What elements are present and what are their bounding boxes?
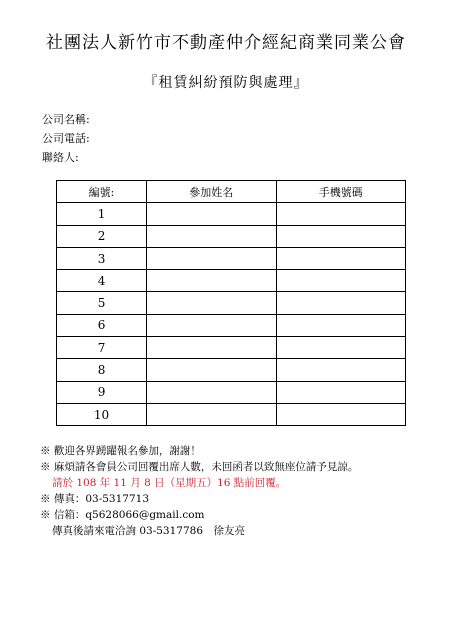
fax-number: ※ 傳真：03-5317713 <box>40 493 150 505</box>
row-number: 10 <box>57 403 147 425</box>
rsvp-note: ※ 麻煩請各會員公司回覆出席人數，未回函者以致無座位請予見諒。 <box>40 461 359 473</box>
table-row <box>57 225 406 247</box>
phone-cell <box>276 203 406 225</box>
table-row <box>57 292 406 314</box>
row-number: 9 <box>57 381 147 403</box>
document-title: 社團法人新竹市不動產仲介經紀商業同業公會 <box>46 33 406 53</box>
name-cell <box>147 381 276 403</box>
row-number: 2 <box>57 225 147 247</box>
table-row <box>57 247 406 269</box>
header-participant-name: 參加姓名 <box>147 181 276 203</box>
name-cell <box>147 359 276 381</box>
phone-cell <box>276 292 406 314</box>
table-header-row <box>57 181 406 203</box>
name-cell <box>147 225 276 247</box>
table-row <box>57 403 406 425</box>
header-number: 編號: <box>57 181 147 203</box>
name-cell <box>147 403 276 425</box>
phone-cell <box>276 225 406 247</box>
table-row <box>57 337 406 359</box>
row-number: 8 <box>57 359 147 381</box>
signup-table <box>56 180 406 426</box>
phone-cell <box>276 270 406 292</box>
name-cell <box>147 247 276 269</box>
name-cell <box>147 203 276 225</box>
phone-cell <box>276 403 406 425</box>
phone-cell <box>276 337 406 359</box>
header-mobile-number: 手機號碼 <box>276 181 406 203</box>
rsvp-deadline: 請於 108 年 11 月 8 日（星期五）16 點前回覆。 <box>52 477 287 489</box>
name-cell <box>147 270 276 292</box>
table-row <box>57 270 406 292</box>
phone-cell <box>276 381 406 403</box>
table-row <box>57 314 406 336</box>
row-number: 1 <box>57 203 147 225</box>
table-row <box>57 381 406 403</box>
row-number: 3 <box>57 247 147 269</box>
email-address: ※ 信箱：q5628066@gmail.com <box>40 509 205 521</box>
table-row <box>57 203 406 225</box>
company-info <box>42 110 90 167</box>
phone-cell <box>276 314 406 336</box>
company-phone-label: 公司電話: <box>42 132 90 145</box>
contact-line: 傳真後請來電洽詢 03-5317786 徐友亮 <box>52 525 246 537</box>
name-cell <box>147 337 276 359</box>
welcome-note: ※ 歡迎各界踴躍報名參加，謝謝！ <box>40 445 201 457</box>
contact-person-label: 聯絡人: <box>42 151 79 164</box>
document-subtitle: 『租賃糾紛預防與處理』 <box>143 75 309 91</box>
row-number: 5 <box>57 292 147 314</box>
notes-section <box>40 443 358 539</box>
company-name-label: 公司名稱: <box>42 113 90 126</box>
row-number: 4 <box>57 270 147 292</box>
name-cell <box>147 292 276 314</box>
table-row <box>57 359 406 381</box>
name-cell <box>147 314 276 336</box>
row-number: 7 <box>57 337 147 359</box>
phone-cell <box>276 359 406 381</box>
phone-cell <box>276 247 406 269</box>
row-number: 6 <box>57 314 147 336</box>
